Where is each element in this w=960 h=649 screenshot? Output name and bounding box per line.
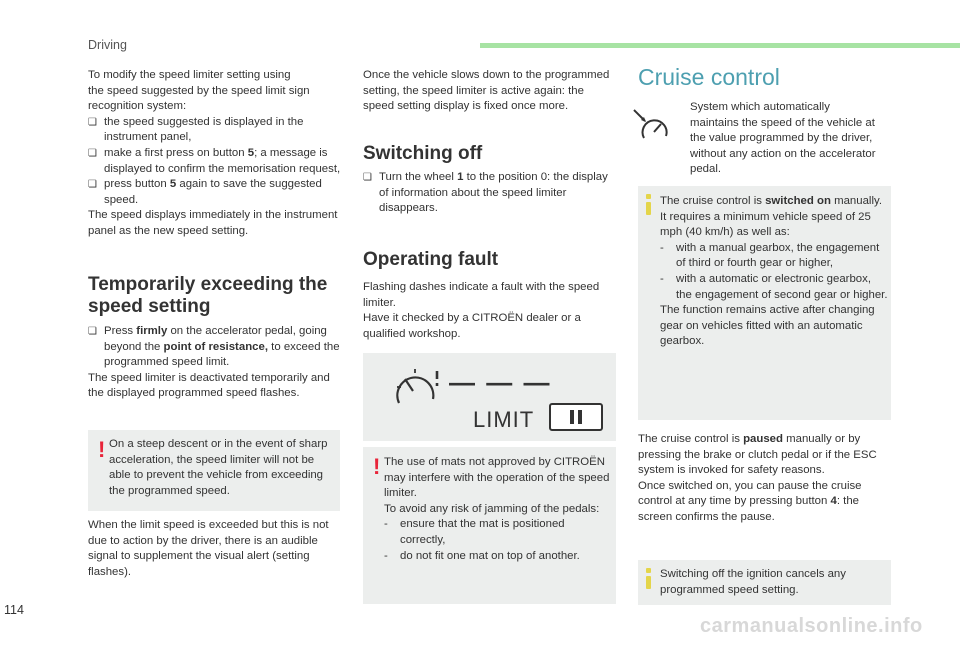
page-number: 114 [4,603,24,617]
list-item: ❏ press button 5 again to save the suggested speed. [88,178,322,206]
arrow-bullet-icon: ❏ [88,326,97,337]
limit-label: LIMIT [473,407,535,432]
arrow-bullet-icon: ❏ [88,147,97,159]
header-bar [480,43,960,48]
arrow-bullet-icon: ❏ [363,172,372,183]
arrow-bullet-icon: ❏ [88,116,97,128]
col2-fault-text: Flashing dashes indicate a fault with the speed limiter. Have it checked by a CITROËN dealer or a qualified workshop. [363,281,600,340]
cruise-description: System which automatically maintains the speed of the vehicle at the value programmed by the driver, without any action on the accelerator pedal. [690,101,876,176]
list-item: ❏ Turn the wheel 1 to the position 0: the display of information about the speed limiter disappears. [363,171,608,215]
warning-icon: ! [373,454,381,479]
col1-temp: ❏ Press firmly on the accelerator pedal, going beyond the point of resistance, to exceed the programmed speed limit. The speed limiter is deactivated temporarily and the displayed programmed speed flashes. [88,324,344,402]
heading-cruise-control: Cruise control [638,64,780,90]
col1-intro: To modify the speed limiter setting using the speed suggested by the speed limit sign recognition system: ❏ the speed suggested is displayed in the instrument panel, ❏ make a first press on button 5; a message is displayed to confirm the memorisation request, ❏ press button 5 again to save the suggested speed. The speed displays immediately in the instrument panel as the new speed setting. [88,68,344,240]
list-item: - with a automatic or electronic gearbox, the engagement of second gear or higher. [660,272,888,301]
col1-bottom-text: When the limit speed is exceeded but this is not due to action by the driver, there is an audible signal to supplement the visual alert (setting flashes). [88,519,329,578]
section-title: Driving [88,38,127,52]
heading-switching-off: Switching off [363,143,483,164]
speed-limiter-display [363,353,616,441]
list-item: - ensure that the mat is positioned correctly, [384,518,565,546]
speedometer-icon [393,365,447,411]
list-item: - with a manual gearbox, the engagement of third or fourth gear or higher, [660,241,880,270]
info-box-ignition: Switching off the ignition cancels any programmed speed setting. [638,560,891,605]
warning-icon: ! [98,437,106,462]
col2-top-text: Once the vehicle slows down to the programmed setting, the speed limiter is active again: the speed setting display is fixed once more. [363,69,610,113]
pause-box [549,403,603,431]
pause-icon [551,405,601,429]
info-box-switched-on: The cruise control is switched on manually. It requires a minimum vehicle speed of 25 mph (40 km/h) as well as: - with a manual gearbox, the engagement of third or fourth gear or higher, - with a automatic or electronic gearbox, the engagement of second gear or higher. The function remains active after changing gear on vehicles fitted with an automatic gearbox. [638,186,891,420]
fault-dashes: — — — [449,367,552,397]
list-item: - do not fit one mat on top of another. [384,549,580,562]
list-item: ❏ Press firmly on the accelerator pedal, going beyond the point of resistance, to exceed the programmed speed limit. [88,325,340,369]
warning-box-steep-descent: ! On a steep descent or in the event of sharp acceleration, the speed limiter will not be able to prevent the vehicle from exceeding the programmed speed. [88,430,340,511]
list-item: ❏ make a first press on button 5; a message is displayed to confirm the memorisation request, [88,146,341,175]
heading-temporarily-exceeding: Temporarily exceeding the speed setting [88,274,328,317]
arrow-bullet-icon: ❏ [88,179,97,191]
col2-switch-text [363,170,617,217]
heading-operating-fault: Operating fault [363,249,499,270]
info-icon [646,194,651,199]
list-item: ❏ the speed suggested is displayed in the instrument panel, [88,115,304,144]
info-icon [646,568,651,573]
cruise-control-icon [632,108,672,142]
warning-box-mats: ! The use of mats not approved by CITROËN may interfere with the operation of the speed limiter. To avoid any risk of jamming of the pedals: - ensure that the mat is positioned correctly, - do not fit one mat on top of another. [363,447,616,604]
watermark: carmanualsonline.info [700,615,923,637]
cruise-paused-text: The cruise control is paused manually or by pressing the brake or clutch pedal or if the ESC system is invoked for safety reasons. Once switched on, you can pause the cruise control at any time by pressing button 4: the screen confirms the pause. [638,433,877,523]
